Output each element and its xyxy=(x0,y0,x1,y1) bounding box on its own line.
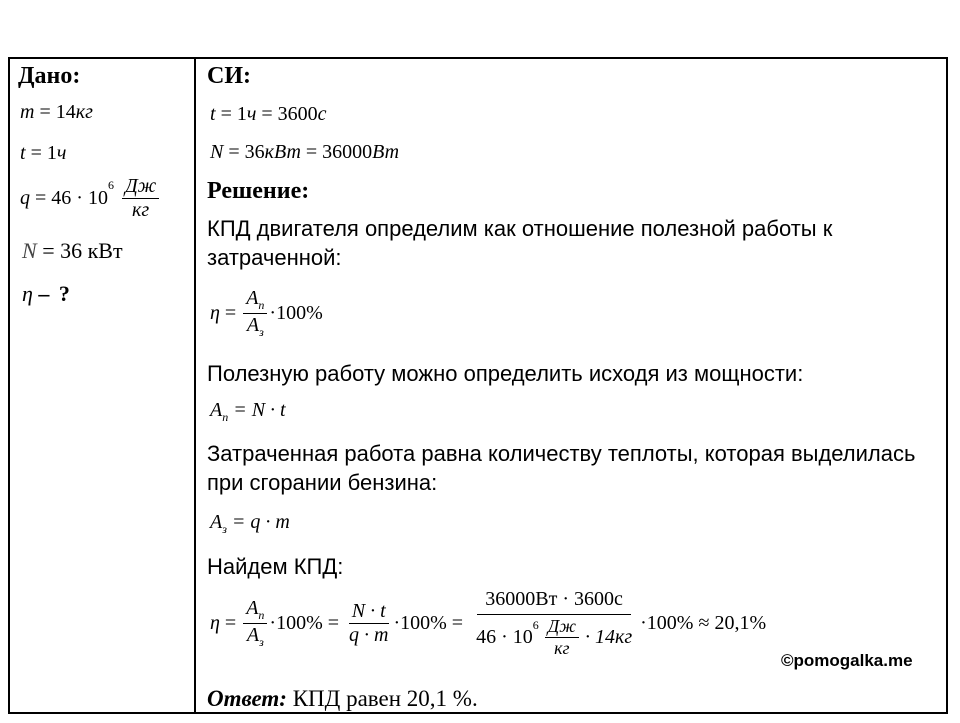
f1-tail: ·100% xyxy=(269,301,323,324)
given-mass xyxy=(20,101,93,124)
mass-symbol: m xyxy=(20,101,35,123)
si-t-eq2: = 3600 xyxy=(256,103,318,125)
given-heat-value xyxy=(20,176,161,221)
q-unit-num: Дж xyxy=(122,176,159,199)
si-t-unit1: ч xyxy=(246,103,257,125)
solution-heading: Решение: xyxy=(207,178,310,204)
f1-eq: = xyxy=(219,301,242,324)
q-unit-fraction xyxy=(122,176,159,221)
si-n-eq2: = 36000 xyxy=(300,141,373,163)
power-value: 36 кВт xyxy=(60,238,123,263)
q-exponent: 6 xyxy=(107,178,114,192)
f4-den3-unit xyxy=(545,617,579,658)
f3-rhs: = q · m xyxy=(226,511,290,533)
f4-eta: η xyxy=(210,611,220,634)
answer-label: Ответ: xyxy=(207,686,287,711)
si-power-conversion xyxy=(210,141,399,164)
answer-text: КПД равен 20,1 %. xyxy=(286,686,478,711)
f4-eq: = xyxy=(219,611,242,634)
given-power xyxy=(22,238,123,264)
given-time xyxy=(20,142,66,165)
f4-den3 xyxy=(470,615,638,658)
answer-line xyxy=(207,686,478,712)
f4-fraction-2 xyxy=(346,601,391,646)
time-value: 1 xyxy=(46,142,57,164)
solution-paragraph-3: Затраченная работа равна количеству теплоты, которая выделилась при сгорании бензина: xyxy=(207,441,916,495)
f4-tail1: ·100% = xyxy=(269,611,345,634)
final-calculation xyxy=(210,589,766,658)
f3-lhs: A xyxy=(210,511,223,533)
f1-denominator xyxy=(244,314,267,339)
f2-lhs-sub: п xyxy=(222,410,229,424)
f3-lhs-sub: з xyxy=(222,522,227,536)
f4-den1-sub: з xyxy=(259,634,264,649)
si-t-symbol: t xyxy=(210,103,216,125)
f4-den3-uden: кг xyxy=(554,637,570,658)
power-eq: = xyxy=(36,238,61,263)
eta-dash: – xyxy=(32,281,55,306)
efficiency-formula xyxy=(210,288,323,338)
f4-fraction-3 xyxy=(470,589,638,658)
table-divider xyxy=(194,57,196,714)
f1-eta: η xyxy=(210,301,220,324)
time-unit: ч xyxy=(56,142,67,164)
q-value: 46 · 10 xyxy=(51,187,108,209)
f1-den-sub: з xyxy=(259,324,264,339)
f4-num1: A xyxy=(246,597,259,620)
solution-paragraph-2: Полезную работу можно определить исходя из мощности: xyxy=(207,361,804,386)
watermark: ©pomogalka.me xyxy=(781,651,913,670)
f1-num: A xyxy=(246,287,259,309)
f4-tail2: ·100% = xyxy=(393,611,469,634)
eta-question: ? xyxy=(58,281,70,306)
q-eq: = xyxy=(30,187,52,209)
time-eq: = xyxy=(25,142,47,164)
si-t-unit2: с xyxy=(317,103,327,125)
f2-lhs: A xyxy=(210,399,223,421)
given-heading: Дано: xyxy=(18,63,81,89)
f1-num-sub: п xyxy=(258,298,265,312)
si-n-eq1: = 36 xyxy=(223,141,265,163)
solution-paragraph-4: Найдем КПД: xyxy=(207,554,344,579)
f4-den3-a: 46 · 10 xyxy=(476,625,533,648)
f1-den: A xyxy=(246,313,260,336)
mass-eq: = xyxy=(34,101,56,123)
f4-den2: q · m xyxy=(349,623,389,646)
useful-work-formula xyxy=(210,399,286,425)
f4-fraction-1 xyxy=(243,598,267,648)
mass-value: 14 xyxy=(55,101,76,123)
si-heading: СИ: xyxy=(207,63,251,89)
q-symbol: q xyxy=(20,187,30,209)
given-efficiency-unknown xyxy=(22,281,70,307)
f4-num1-sub: п xyxy=(258,608,265,623)
f4-num3: 36000Вт · 3600с xyxy=(477,589,631,615)
mass-unit: кг xyxy=(75,101,93,123)
f4-num2: N · t xyxy=(349,601,389,624)
f4-den3-b: · 14кг xyxy=(584,625,633,648)
eta-symbol: η xyxy=(22,281,33,306)
si-t-eq1: = 1 xyxy=(215,103,247,125)
si-n-unit1: кВт xyxy=(264,141,301,163)
f4-den1: A xyxy=(246,623,260,646)
q-unit-den: кг xyxy=(132,199,150,221)
f4-den3-exp: 6 xyxy=(532,618,539,632)
power-symbol: N xyxy=(22,238,37,263)
time-symbol: t xyxy=(20,142,26,164)
solution-paragraph-1: КПД двигателя определим как отношение полезной работы к затраченной: xyxy=(207,216,833,270)
f4-den3-unum: Дж xyxy=(545,617,579,638)
si-n-symbol: N xyxy=(210,141,224,163)
f4-tail3: ·100% ≈ 20,1% xyxy=(640,611,767,634)
si-time-conversion xyxy=(210,103,327,126)
f1-fraction xyxy=(243,288,267,338)
spent-work-formula xyxy=(210,511,290,537)
f1-numerator xyxy=(243,288,267,314)
f2-rhs: = N · t xyxy=(228,399,286,421)
si-n-unit2: Вт xyxy=(372,141,400,163)
